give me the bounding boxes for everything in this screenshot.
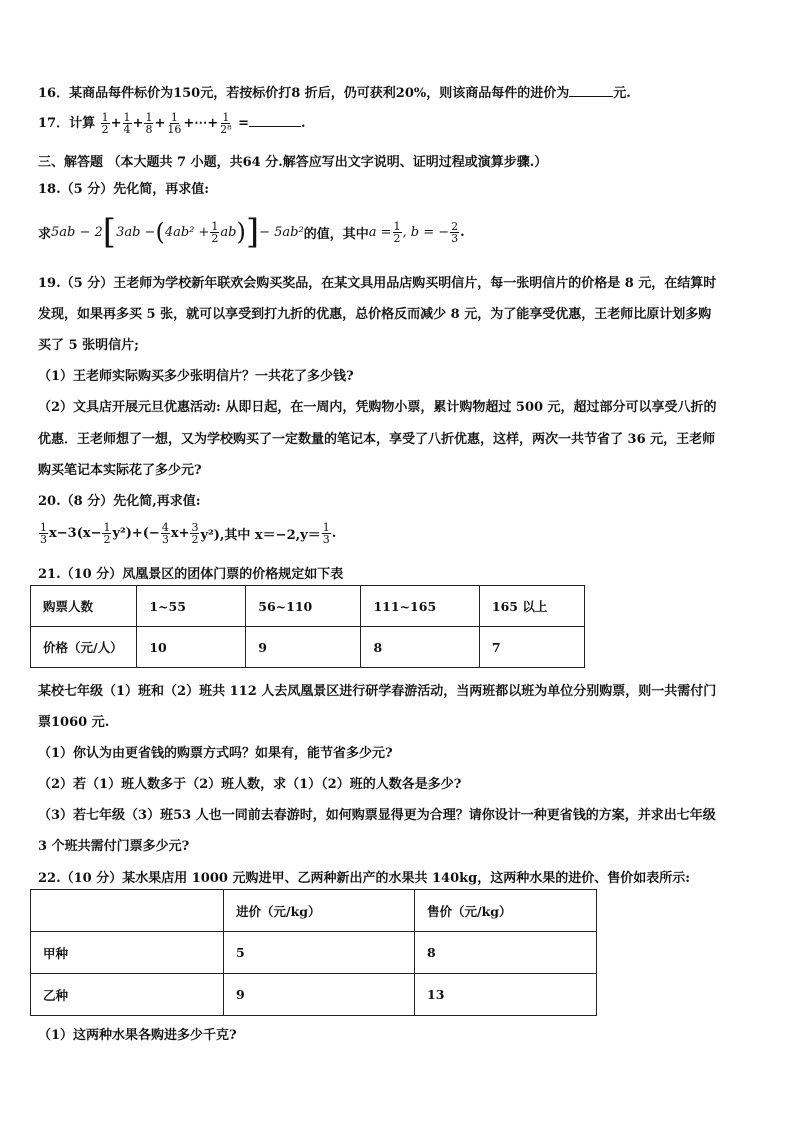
numerator: 2 [451, 219, 459, 233]
fraction [123, 112, 132, 135]
paren-open: ( [155, 218, 165, 246]
table-cell: 购票人数 [31, 586, 137, 627]
table-cell: 8 [415, 932, 597, 974]
table-cell: 售价（元/kg） [415, 890, 597, 932]
denominator: 16 [167, 123, 182, 136]
expression-middle: 的值，其中 [303, 226, 369, 242]
numerator: 1 [123, 111, 131, 124]
numerator: 1 [103, 520, 111, 534]
table-cell: 9 [246, 627, 361, 668]
table-cell: 1~55 [137, 586, 246, 627]
table-cell: 8 [361, 627, 479, 668]
bracket-open: [ [102, 212, 117, 252]
denominator: 2 [191, 532, 199, 546]
question-21-line: 票1060 元. [38, 715, 110, 730]
fraction [161, 522, 170, 545]
math-term: 5ab − 2 [51, 224, 103, 240]
math-term: , b = − [402, 224, 450, 240]
table-cell: 165 以上 [479, 586, 584, 627]
ticket-price-table [30, 585, 585, 668]
table-cell: 56~110 [246, 586, 361, 627]
denominator: 3 [161, 532, 169, 546]
question-21-part-3: 3 个班共需付门票多少元? [38, 839, 190, 854]
table-cell: 价格（元/人） [31, 627, 137, 668]
question-18-heading: 18.（5 分）先化简，再求值: [38, 182, 209, 197]
numerator: 1 [40, 520, 47, 534]
expression-prefix: 求 [38, 226, 52, 242]
expression-end: . [460, 224, 465, 240]
question-21-part-2: （2）若（1）班人数多于（2）班人数，求（1）（2）班的人数各是多少? [38, 777, 462, 792]
math-term: x+ [170, 525, 190, 541]
question-19-line: 发现，如果再多买 5 张，就可以享受到打九折的优惠，总价格反而减少 8 元，为了能享受优惠，王老师比原计划多购 [38, 307, 712, 322]
numerator: 1 [170, 111, 178, 124]
question-16 [38, 82, 631, 101]
question-19-part-2: 购买笔记本实际花了多少元? [38, 463, 202, 478]
numerator: 1 [393, 219, 401, 233]
table-cell: 甲种 [31, 932, 224, 974]
numerator: 1 [322, 520, 330, 534]
question-21-line: 某校七年级（1）班和（2）班共 112 人去凤凰景区进行研学春游活动，当两班都以班为单位分别购票，则一共需付门 [38, 684, 717, 699]
question-19-part-2: 优惠．王老师想了一想，又为学校购买了一定数量的笔记本，享受了八折优惠，这样，两次一共节省了 36 元，王老师 [38, 432, 716, 447]
question-21-heading: 21.（10 分）凤凰景区的团体门票的价格规定如下表 [38, 567, 344, 582]
question-19-line: 19.（5 分）王老师为学校新年联欢会购买奖品，在某文具用品店购买明信片，每一张明信片的价格是 8 元，在结算时 [38, 276, 717, 291]
table-cell: 9 [224, 974, 415, 1016]
question-19-part-2: （2）文具店开展元旦优惠活动: 从即日起，在一周内，凭购物小票，累计购物超过 500 元，超过部分可以享受八折的 [38, 400, 717, 415]
question-21-part-3: （3）若七年级（3）班53 人也一同前去春游时，如何购票显得更为合理？请你设计一种更省钱的方案，并求出七年级 [38, 808, 716, 823]
fraction [144, 112, 153, 135]
fraction [219, 112, 232, 135]
denominator: 3 [322, 532, 330, 546]
question-18-expression [38, 210, 465, 254]
answer-blank [249, 114, 301, 127]
table-row [31, 974, 597, 1016]
question-17: 17．计算 $\frac{1}{2}$ + $\frac{1}{4}$ + $\frac{1}{8}$ + $\frac{1}{16}$ +⋯+ $\frac{1}{\text{2⁸}}$ = . [38, 111, 306, 136]
question-22-part-1: （1）这两种水果各购进多少千克? [38, 1028, 237, 1043]
bracket-close: ] [245, 212, 260, 252]
denominator: 8 [145, 123, 153, 136]
table-row [31, 586, 585, 627]
question-22-heading: 22.（10 分）某水果店用 1000 元购进甲、乙两种新出产的水果共 140kg，这两种水果的进价、售价如表所示: [38, 871, 691, 886]
question-16-text: 16．某商品每件标价为150元，若按标价打8 折后，仍可获利20%，则该商品每件的进价为 [38, 86, 570, 101]
table-cell: 乙种 [31, 974, 224, 1016]
question-20-expression [38, 513, 336, 553]
table-row [31, 890, 597, 932]
math-term: x−3(x− [49, 525, 102, 541]
table-cell: 7 [479, 627, 584, 668]
ellipsis-plus: +⋯+ [183, 116, 219, 131]
numerator: 1 [211, 219, 219, 233]
table-cell: 13 [415, 974, 597, 1016]
fraction [190, 522, 199, 545]
question-19-line: 买了 5 张明信片; [38, 338, 139, 353]
denominator: 3 [40, 532, 47, 546]
math-term: y²)+(− [112, 525, 160, 541]
question-20-heading: 20.（8 分）先化简,再求值: [38, 494, 201, 509]
equals-sign: = [238, 116, 249, 131]
question-17-prefix: 17．计算 [38, 116, 96, 131]
numerator: 1 [222, 111, 230, 124]
denominator: 2 [103, 532, 111, 546]
denominator: 2 [211, 231, 219, 245]
numerator: 1 [145, 111, 153, 124]
answer-blank [569, 84, 613, 97]
paren-close: ) [236, 218, 246, 246]
denominator: 2⁸ [220, 123, 232, 136]
fraction [450, 221, 459, 244]
question-16-suffix: 元. [613, 86, 631, 101]
fruit-price-table [30, 889, 597, 1016]
section-heading: 三、解答题 （本大题共 7 小题，共64 分.解答应写出文字说明、证明过程或演算步骤.） [38, 155, 548, 170]
numerator: 3 [191, 520, 199, 534]
numerator: 4 [161, 520, 169, 534]
math-term: − 5ab² [259, 224, 304, 240]
question-17-suffix: . [301, 116, 306, 131]
table-cell: 进价（元/kg） [224, 890, 415, 932]
expression-end: . [331, 525, 337, 541]
table-cell: 111~165 [361, 586, 479, 627]
math-term: 3ab − [116, 224, 156, 240]
table-cell: 10 [137, 627, 246, 668]
math-term: 4ab² + [164, 224, 210, 240]
fraction [393, 221, 402, 244]
question-21-part-1: （1）你认为由更省钱的购票方式吗？如果有，能节省多少元? [38, 746, 393, 761]
fraction [210, 221, 219, 244]
fraction [101, 112, 110, 135]
denominator: 2 [393, 231, 401, 245]
table-row [31, 627, 585, 668]
table-cell: 5 [224, 932, 415, 974]
fraction [166, 112, 182, 135]
denominator: 2 [101, 123, 109, 136]
math-term: a = [368, 224, 392, 240]
denominator: 4 [123, 123, 131, 136]
question-19-part-1: （1）王老师实际购买多少张明信片？一共花了多少钱? [38, 369, 354, 384]
table-row [31, 932, 597, 974]
table-cell [31, 890, 224, 932]
fraction [102, 522, 111, 545]
math-term: y²),其中 x＝−2,y＝ [200, 527, 321, 543]
fraction [322, 522, 331, 545]
numerator: 1 [101, 111, 109, 124]
math-term: ab [220, 224, 237, 240]
denominator: 3 [451, 231, 459, 245]
fraction [39, 522, 48, 545]
